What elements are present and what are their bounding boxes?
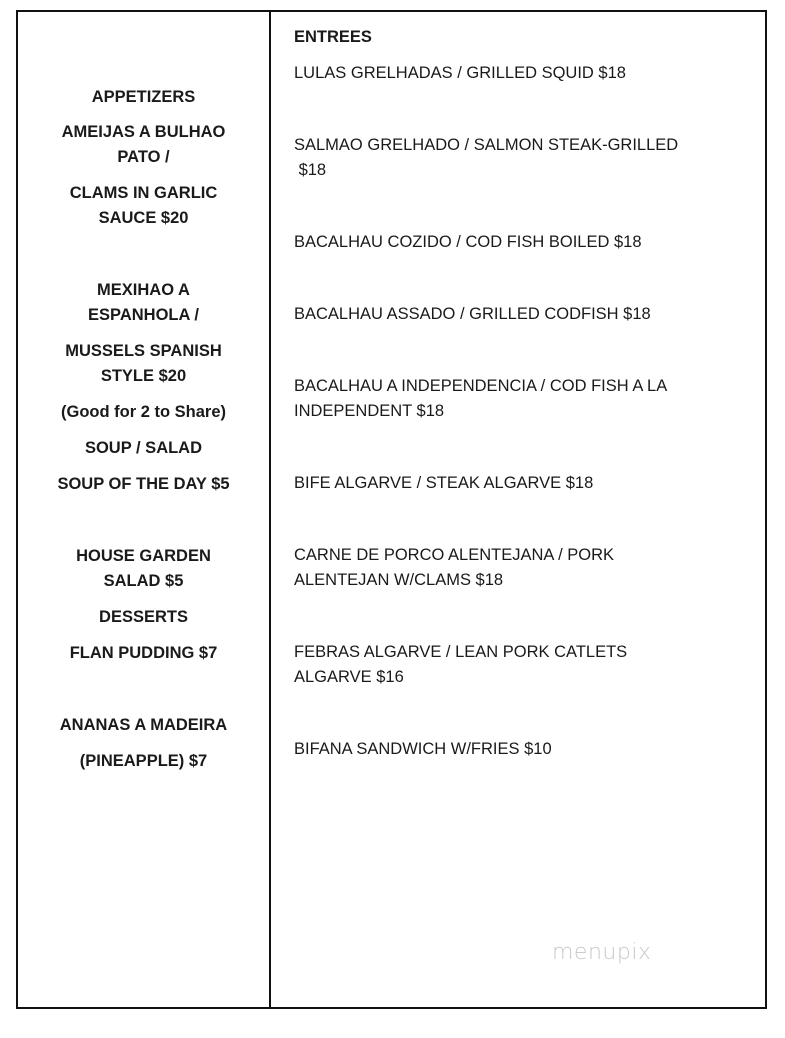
appetizers-heading: APPETIZERS <box>91 88 196 106</box>
menu-item-text: ANANAS A MADEIRA <box>59 716 228 734</box>
menu-item-price: SOUP OF THE DAY $5 <box>57 475 230 493</box>
entree-item: INDEPENDENT $18 <box>294 402 445 420</box>
entree-item: CARNE DE PORCO ALENTEJANA / PORK <box>294 546 614 564</box>
menu-item-note: (Good for 2 to Share) <box>61 403 226 421</box>
entree-item: LULAS GRELHADAS / GRILLED SQUID $18 <box>294 64 626 82</box>
menu-item-price: STYLE $20 <box>100 367 187 385</box>
menupix-watermark: menupix <box>552 940 652 965</box>
column-divider <box>269 10 271 1009</box>
entree-item: ALGARVE $16 <box>294 668 404 686</box>
menu-item-text: PATO / <box>117 148 170 166</box>
menu-item-price: SAUCE $20 <box>98 209 189 227</box>
menu-item-text: MEXIHAO A <box>97 281 190 299</box>
entree-item: ALENTEJAN W/CLAMS $18 <box>294 571 504 589</box>
menu-item-price: SALAD $5 <box>103 572 184 590</box>
menu-item-price: FLAN PUDDING $7 <box>69 644 218 662</box>
menu-item-text: CLAMS IN GARLIC <box>69 184 218 202</box>
entree-item: SALMAO GRELHADO / SALMON STEAK-GRILLED <box>294 136 679 154</box>
menu-item-text: HOUSE GARDEN <box>76 547 211 565</box>
menu-item-text: AMEIJAS A BULHAO <box>61 123 226 141</box>
desserts-heading: DESSERTS <box>99 608 188 626</box>
entree-item: BIFE ALGARVE / STEAK ALGARVE $18 <box>294 474 594 492</box>
menu-item-price: (PINEAPPLE) $7 <box>79 752 208 770</box>
entree-item: BACALHAU COZIDO / COD FISH BOILED $18 <box>294 233 642 251</box>
soup-salad-heading: SOUP / SALAD <box>84 439 203 457</box>
menu-item-text: MUSSELS SPANISH <box>65 342 222 360</box>
entrees-heading: ENTREES <box>294 28 372 46</box>
entree-item: BACALHAU A INDEPENDENCIA / COD FISH A LA <box>294 377 668 395</box>
menu-item-text: ESPANHOLA / <box>88 306 199 324</box>
entree-item: $18 <box>294 161 327 179</box>
entree-item: FEBRAS ALGARVE / LEAN PORK CATLETS <box>294 643 628 661</box>
entree-item: BIFANA SANDWICH W/FRIES $10 <box>294 740 552 758</box>
entree-item: BACALHAU ASSADO / GRILLED CODFISH $18 <box>294 305 651 323</box>
